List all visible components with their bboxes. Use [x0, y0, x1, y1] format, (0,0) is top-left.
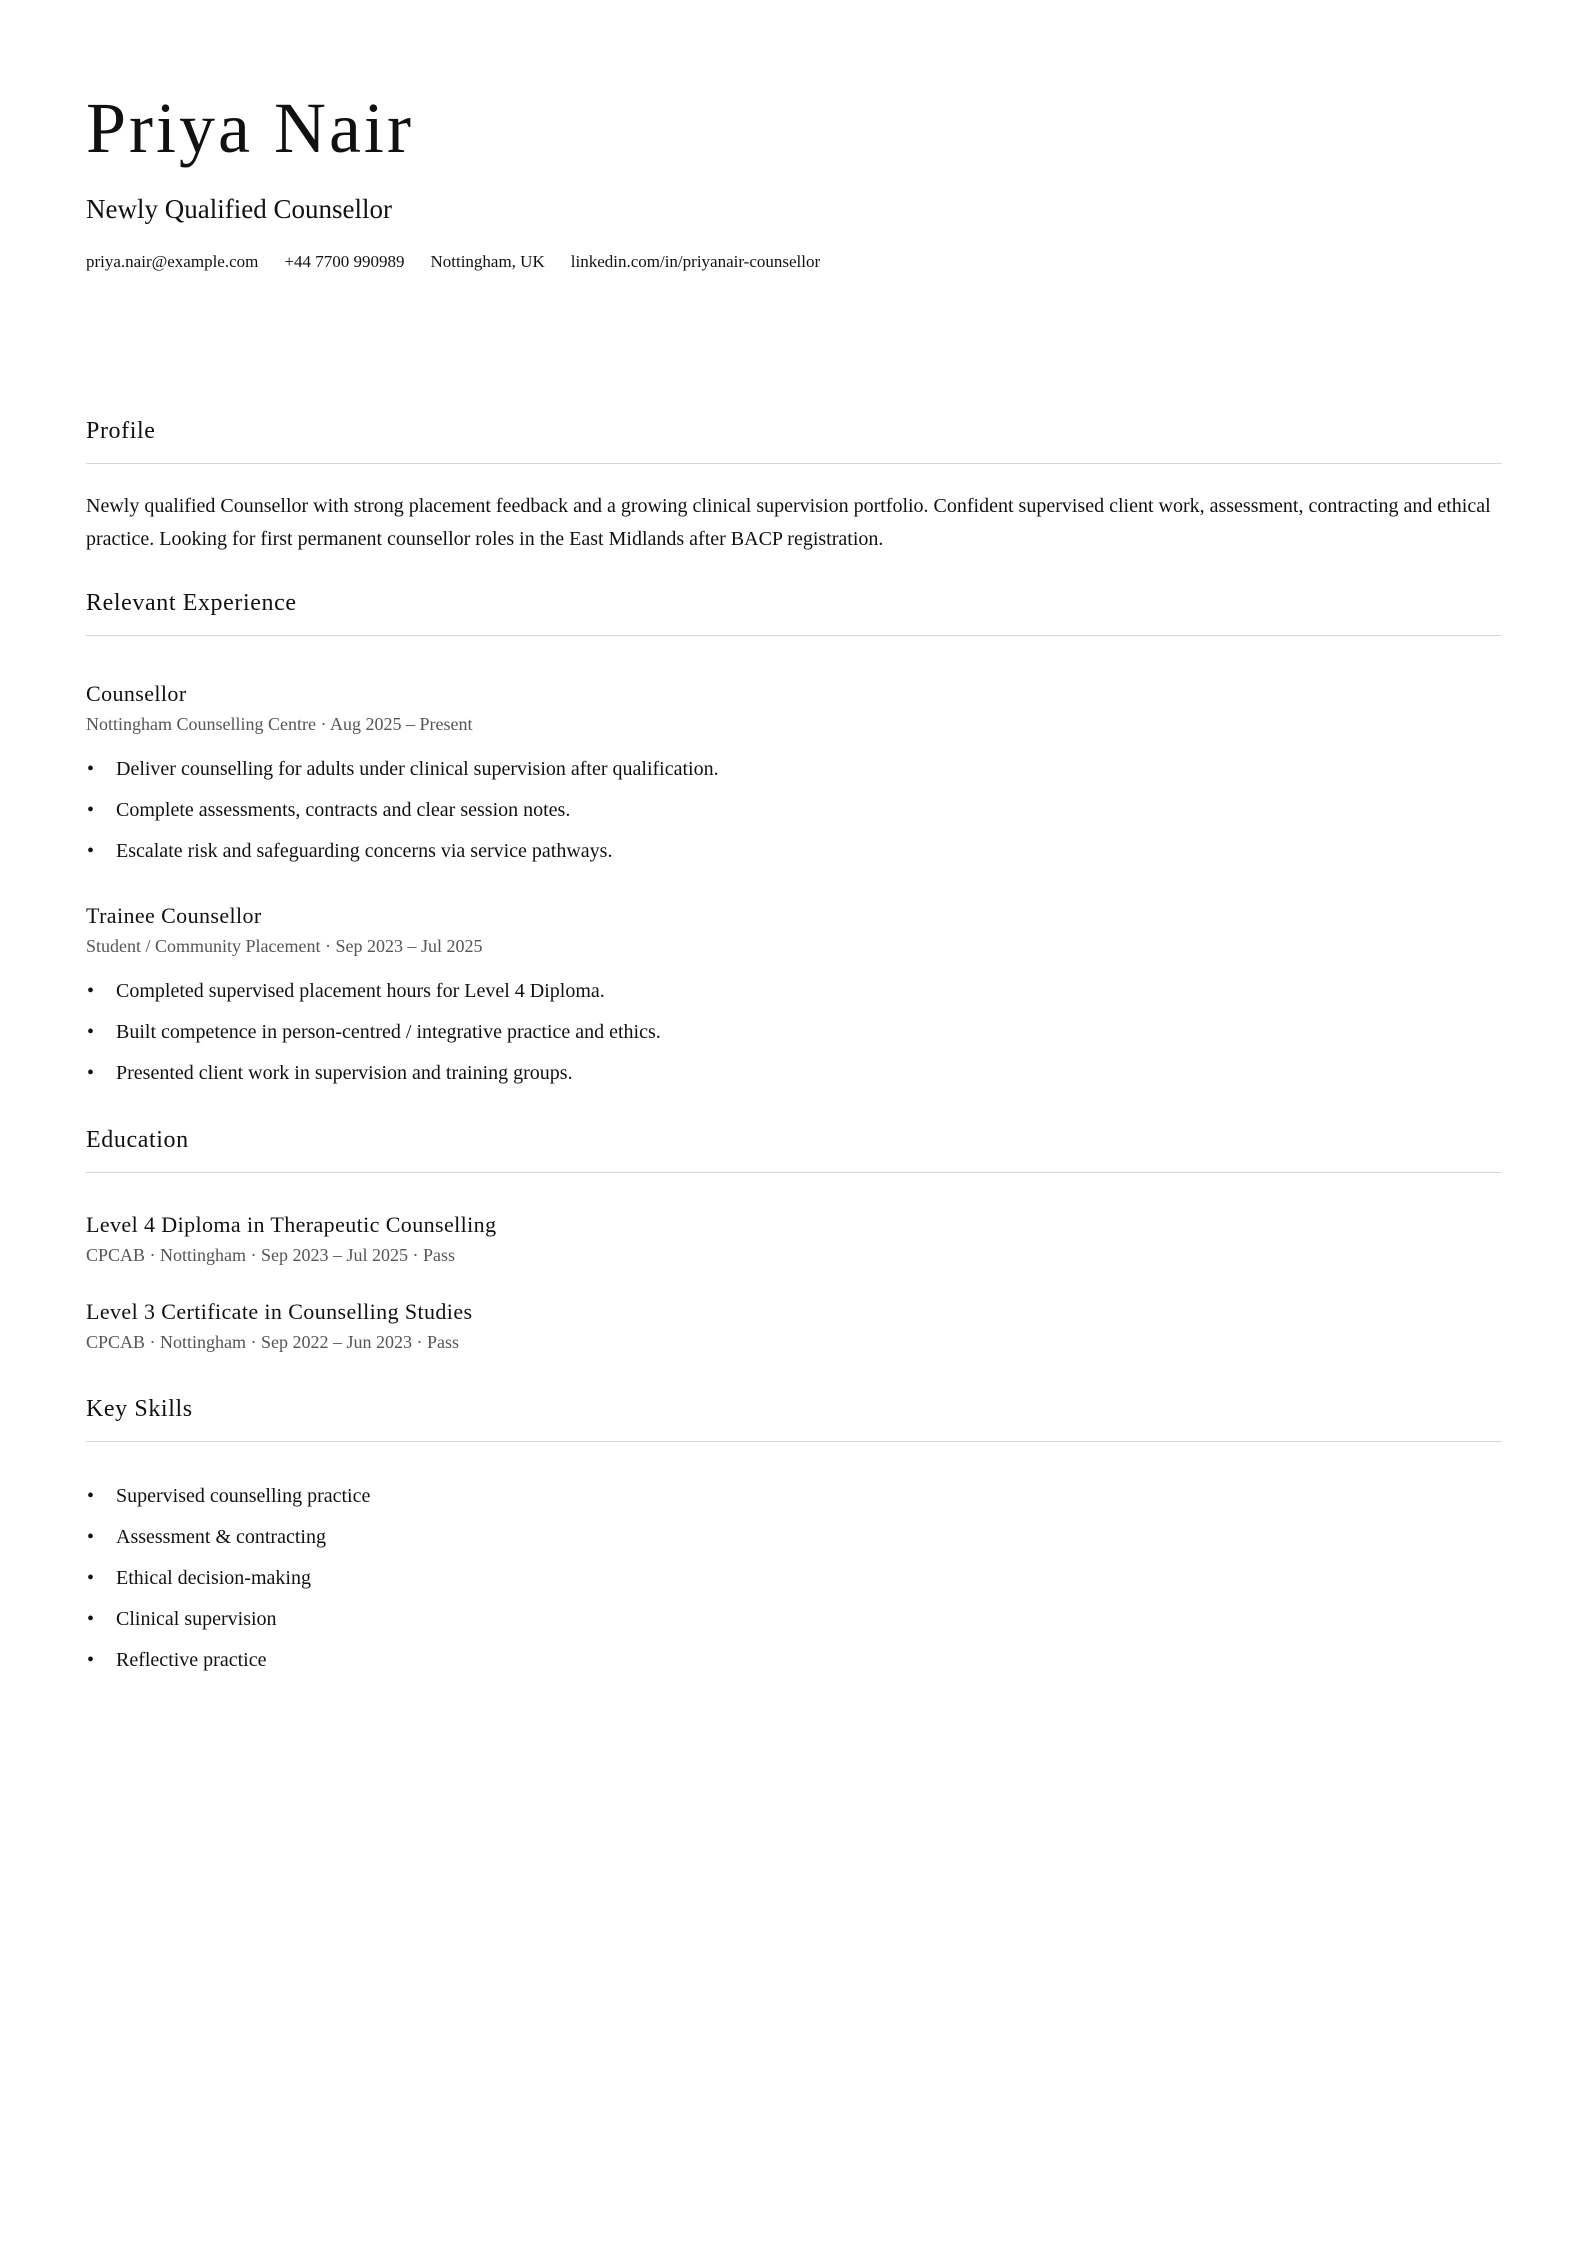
- bullet-dot: •: [87, 1608, 95, 1630]
- job-bullets: [86, 759, 1502, 882]
- section-title: Key Skills: [86, 1397, 1502, 1442]
- contact-location: Nottingham, UK: [430, 252, 545, 271]
- contact-email: priya.nair@example.com: [86, 252, 259, 271]
- section-title: Profile: [86, 419, 1502, 464]
- skill-text: Reflective practice: [116, 1649, 267, 1671]
- resume-header: [86, 0, 1502, 270]
- list-item: [86, 1527, 1502, 1568]
- skill-text: Ethical decision-making: [116, 1567, 311, 1589]
- bullet-dot: •: [87, 840, 95, 862]
- bullet-text: Built competence in person-centred / integrative practice and ethics.: [116, 1021, 661, 1043]
- section-title: Relevant Experience: [86, 591, 1502, 636]
- list-item: [86, 1063, 1502, 1104]
- job-meta: Nottingham Counselling Centre · Aug 2025 – Present: [86, 714, 473, 734]
- education-entry: [86, 1301, 1502, 1351]
- list-item: [86, 800, 1502, 841]
- bullet-text: Escalate risk and safeguarding concerns via service pathways.: [116, 840, 613, 862]
- bullet-dot: •: [87, 758, 95, 780]
- bullet-dot: •: [87, 1485, 95, 1507]
- education-title: Level 3 Certificate in Counselling Studies: [86, 1299, 473, 1324]
- education-meta: CPCAB · Nottingham · Sep 2023 – Jul 2025 · Pass: [86, 1245, 456, 1265]
- contact-linkedin: linkedin.com/in/priyanair-counsellor: [570, 252, 821, 271]
- education-entry: [86, 1214, 1502, 1264]
- skills-section: [86, 1396, 1502, 1671]
- list-item: [86, 1022, 1502, 1063]
- bullet-dot: •: [87, 1021, 95, 1043]
- skills-list: [86, 1486, 1502, 1691]
- job-bullets: [86, 981, 1502, 1104]
- list-item: [86, 759, 1502, 800]
- list-item: [86, 1568, 1502, 1609]
- bullet-dot: •: [87, 1526, 95, 1548]
- list-item: [86, 841, 1502, 882]
- education-section: [86, 1127, 1502, 1352]
- skill-text: Clinical supervision: [116, 1608, 277, 1630]
- skill-text: Assessment & contracting: [116, 1526, 326, 1548]
- experience-section: [86, 590, 1502, 1084]
- job-entry: [86, 905, 1502, 1104]
- bullet-text: Completed supervised placement hours for Level 4 Diploma.: [116, 980, 605, 1002]
- bullet-dot: •: [87, 980, 95, 1002]
- bullet-dot: •: [87, 1649, 95, 1671]
- bullet-text: Complete assessments, contracts and clear session notes.: [116, 799, 571, 821]
- list-item: [86, 981, 1502, 1022]
- candidate-role: Newly Qualified Counsellor: [86, 194, 392, 224]
- education-title: Level 4 Diploma in Therapeutic Counselling: [86, 1212, 497, 1237]
- bullet-text: Deliver counselling for adults under clinical supervision after qualification.: [116, 758, 719, 780]
- list-item: [86, 1486, 1502, 1527]
- profile-text: Newly qualified Counsellor with strong placement feedback and a growing clinical supervision portfolio. Confident supervised client work, assessment, contracting and ethical practice. Looking for first permanent counsellor roles in the East Midlands after BACP registration.: [86, 495, 1491, 550]
- education-meta: CPCAB · Nottingham · Sep 2022 – Jun 2023 · Pass: [86, 1332, 460, 1352]
- list-item: [86, 1650, 1502, 1691]
- job-meta: Student / Community Placement · Sep 2023 – Jul 2025: [86, 936, 483, 956]
- bullet-dot: •: [87, 799, 95, 821]
- section-title: Education: [86, 1128, 1502, 1173]
- contact-line: [86, 253, 1502, 270]
- job-title: Counsellor: [86, 681, 187, 706]
- contact-phone: +44 7700 990989: [284, 252, 405, 271]
- candidate-name: Priya Nair: [86, 88, 414, 168]
- skill-text: Supervised counselling practice: [116, 1485, 371, 1507]
- profile-section: [86, 419, 1502, 556]
- bullet-dot: •: [87, 1062, 95, 1084]
- bullet-text: Presented client work in supervision and training groups.: [116, 1062, 573, 1084]
- job-title: Trainee Counsellor: [86, 903, 262, 928]
- list-item: [86, 1609, 1502, 1650]
- job-entry: [86, 683, 1502, 882]
- bullet-dot: •: [87, 1567, 95, 1589]
